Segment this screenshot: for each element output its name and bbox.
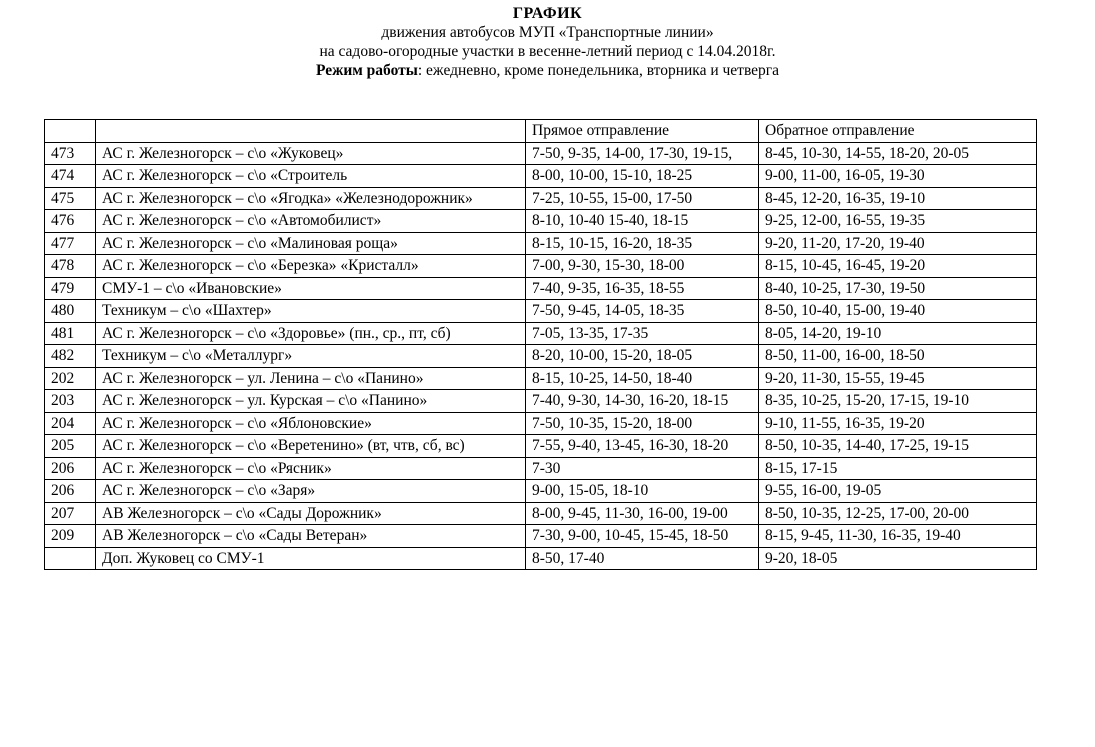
return-departure-cell: 9-55, 16-00, 19-05 [759, 480, 1037, 503]
route-name-cell: АС г. Железногорск – с\о «Автомобилист» [96, 210, 526, 233]
return-departure-cell: 8-15, 10-45, 16-45, 19-20 [759, 255, 1037, 278]
subtitle-line-2: на садово-огородные участки в весенне-летний период с 14.04.2018г. [319, 43, 776, 60]
route-name-cell: АВ Железногорск – с\о «Сады Дорожник» [96, 502, 526, 525]
forward-departure-cell: 8-15, 10-25, 14-50, 18-40 [526, 367, 759, 390]
route-number-cell: 475 [45, 187, 96, 210]
route-number-cell [45, 547, 96, 570]
forward-departure-cell: 7-55, 9-40, 13-45, 16-30, 18-20 [526, 435, 759, 458]
forward-departure-cell: 8-00, 9-45, 11-30, 16-00, 19-00 [526, 502, 759, 525]
route-name-cell: АВ Железногорск – с\о «Сады Ветеран» [96, 525, 526, 548]
table-body [45, 142, 1037, 570]
return-departure-cell: 8-40, 10-25, 17-30, 19-50 [759, 277, 1037, 300]
route-name-cell: Техникум – с\о «Шахтер» [96, 300, 526, 323]
forward-departure-cell: 7-50, 9-35, 14-00, 17-30, 19-15, [526, 142, 759, 165]
operating-mode [0, 61, 1095, 80]
return-departure-cell: 9-00, 11-00, 16-05, 19-30 [759, 165, 1037, 188]
route-number-cell: 479 [45, 277, 96, 300]
route-name-cell: АС г. Железногорск – с\о «Веретенино» (вт, чтв, сб, вс) [96, 435, 526, 458]
forward-departure-cell: 7-00, 9-30, 15-30, 18-00 [526, 255, 759, 278]
table-row [45, 232, 1037, 255]
route-number-cell: 473 [45, 142, 96, 165]
route-number-cell: 207 [45, 502, 96, 525]
schedule-table [44, 119, 1037, 570]
route-name-cell: АС г. Железногорск – с\о «Строитель [96, 165, 526, 188]
route-number-cell: 209 [45, 525, 96, 548]
header-back: Обратное отправление [759, 120, 1037, 143]
table-row [45, 457, 1037, 480]
route-number-cell: 203 [45, 390, 96, 413]
table-row [45, 435, 1037, 458]
forward-departure-cell: 7-30 [526, 457, 759, 480]
table-row [45, 255, 1037, 278]
return-departure-cell: 8-15, 9-45, 11-30, 16-35, 19-40 [759, 525, 1037, 548]
header-forward: Прямое отправление [526, 120, 759, 143]
route-number-cell: 476 [45, 210, 96, 233]
return-departure-cell: 9-20, 11-30, 15-55, 19-45 [759, 367, 1037, 390]
return-departure-cell: 8-05, 14-20, 19-10 [759, 322, 1037, 345]
document-header [0, 4, 1095, 80]
forward-departure-cell: 7-30, 9-00, 10-45, 15-45, 18-50 [526, 525, 759, 548]
table-row [45, 322, 1037, 345]
return-departure-cell: 9-25, 12-00, 16-55, 19-35 [759, 210, 1037, 233]
forward-departure-cell: 8-50, 17-40 [526, 547, 759, 570]
table-row [45, 390, 1037, 413]
route-name-cell: АС г. Железногорск – с\о «Малиновая роща» [96, 232, 526, 255]
forward-departure-cell: 9-00, 15-05, 18-10 [526, 480, 759, 503]
return-departure-cell: 8-50, 10-35, 14-40, 17-25, 19-15 [759, 435, 1037, 458]
forward-departure-cell: 7-40, 9-35, 16-35, 18-55 [526, 277, 759, 300]
table-row [45, 367, 1037, 390]
return-departure-cell: 9-10, 11-55, 16-35, 19-20 [759, 412, 1037, 435]
route-number-cell: 204 [45, 412, 96, 435]
table-row [45, 300, 1037, 323]
route-name-cell: АС г. Железногорск – с\о «Березка» «Кристалл» [96, 255, 526, 278]
route-name-cell: АС г. Железногорск – с\о «Заря» [96, 480, 526, 503]
route-number-cell: 205 [45, 435, 96, 458]
return-departure-cell: 8-50, 10-35, 12-25, 17-00, 20-00 [759, 502, 1037, 525]
route-name-cell: АС г. Железногорск – с\о «Ягодка» «Железнодорожник» [96, 187, 526, 210]
table-row [45, 210, 1037, 233]
table-row [45, 187, 1037, 210]
route-number-cell: 480 [45, 300, 96, 323]
return-departure-cell: 8-15, 17-15 [759, 457, 1037, 480]
document-title: ГРАФИК [512, 5, 583, 22]
route-number-cell: 206 [45, 480, 96, 503]
header-route [96, 120, 526, 143]
table-row [45, 502, 1037, 525]
route-number-cell: 478 [45, 255, 96, 278]
table-row [45, 547, 1037, 570]
forward-departure-cell: 7-25, 10-55, 15-00, 17-50 [526, 187, 759, 210]
forward-departure-cell: 7-40, 9-30, 14-30, 16-20, 18-15 [526, 390, 759, 413]
forward-departure-cell: 7-05, 13-35, 17-35 [526, 322, 759, 345]
subtitle-line-1: движения автобусов МУП «Транспортные линии» [381, 24, 714, 41]
table-header-row [45, 120, 1037, 143]
table-row [45, 525, 1037, 548]
table-row [45, 480, 1037, 503]
table-row [45, 412, 1037, 435]
route-name-cell: АС г. Железногорск – ул. Ленина – с\о «Панино» [96, 367, 526, 390]
route-name-cell: АС г. Железногорск – с\о «Рясник» [96, 457, 526, 480]
forward-departure-cell: 8-20, 10-00, 15-20, 18-05 [526, 345, 759, 368]
route-name-cell: АС г. Железногорск – ул. Курская – с\о «Панино» [96, 390, 526, 413]
forward-departure-cell: 8-10, 10-40 15-40, 18-15 [526, 210, 759, 233]
route-name-cell: Доп. Жуковец со СМУ-1 [96, 547, 526, 570]
route-name-cell: АС г. Железногорск – с\о «Здоровье» (пн., ср., пт, сб) [96, 322, 526, 345]
return-departure-cell: 8-35, 10-25, 15-20, 17-15, 19-10 [759, 390, 1037, 413]
route-number-cell: 474 [45, 165, 96, 188]
return-departure-cell: 8-50, 11-00, 16-00, 18-50 [759, 345, 1037, 368]
table-row [45, 165, 1037, 188]
return-departure-cell: 9-20, 11-20, 17-20, 19-40 [759, 232, 1037, 255]
operating-mode-label: Режим работы [315, 62, 418, 79]
header-number [45, 120, 96, 143]
route-number-cell: 482 [45, 345, 96, 368]
route-number-cell: 477 [45, 232, 96, 255]
table-row [45, 277, 1037, 300]
operating-mode-text: : ежедневно, кроме понедельника, вторника и четверга [417, 62, 780, 79]
forward-departure-cell: 7-50, 9-45, 14-05, 18-35 [526, 300, 759, 323]
table-row [45, 142, 1037, 165]
forward-departure-cell: 8-00, 10-00, 15-10, 18-25 [526, 165, 759, 188]
return-departure-cell: 8-45, 10-30, 14-55, 18-20, 20-05 [759, 142, 1037, 165]
forward-departure-cell: 8-15, 10-15, 16-20, 18-35 [526, 232, 759, 255]
route-name-cell: АС г. Железногорск – с\о «Яблоновские» [96, 412, 526, 435]
route-name-cell: АС г. Железногорск – с\о «Жуковец» [96, 142, 526, 165]
return-departure-cell: 9-20, 18-05 [759, 547, 1037, 570]
route-number-cell: 481 [45, 322, 96, 345]
route-name-cell: СМУ-1 – с\о «Ивановские» [96, 277, 526, 300]
return-departure-cell: 8-45, 12-20, 16-35, 19-10 [759, 187, 1037, 210]
route-number-cell: 202 [45, 367, 96, 390]
return-departure-cell: 8-50, 10-40, 15-00, 19-40 [759, 300, 1037, 323]
route-name-cell: Техникум – с\о «Металлург» [96, 345, 526, 368]
table-row [45, 345, 1037, 368]
forward-departure-cell: 7-50, 10-35, 15-20, 18-00 [526, 412, 759, 435]
route-number-cell: 206 [45, 457, 96, 480]
